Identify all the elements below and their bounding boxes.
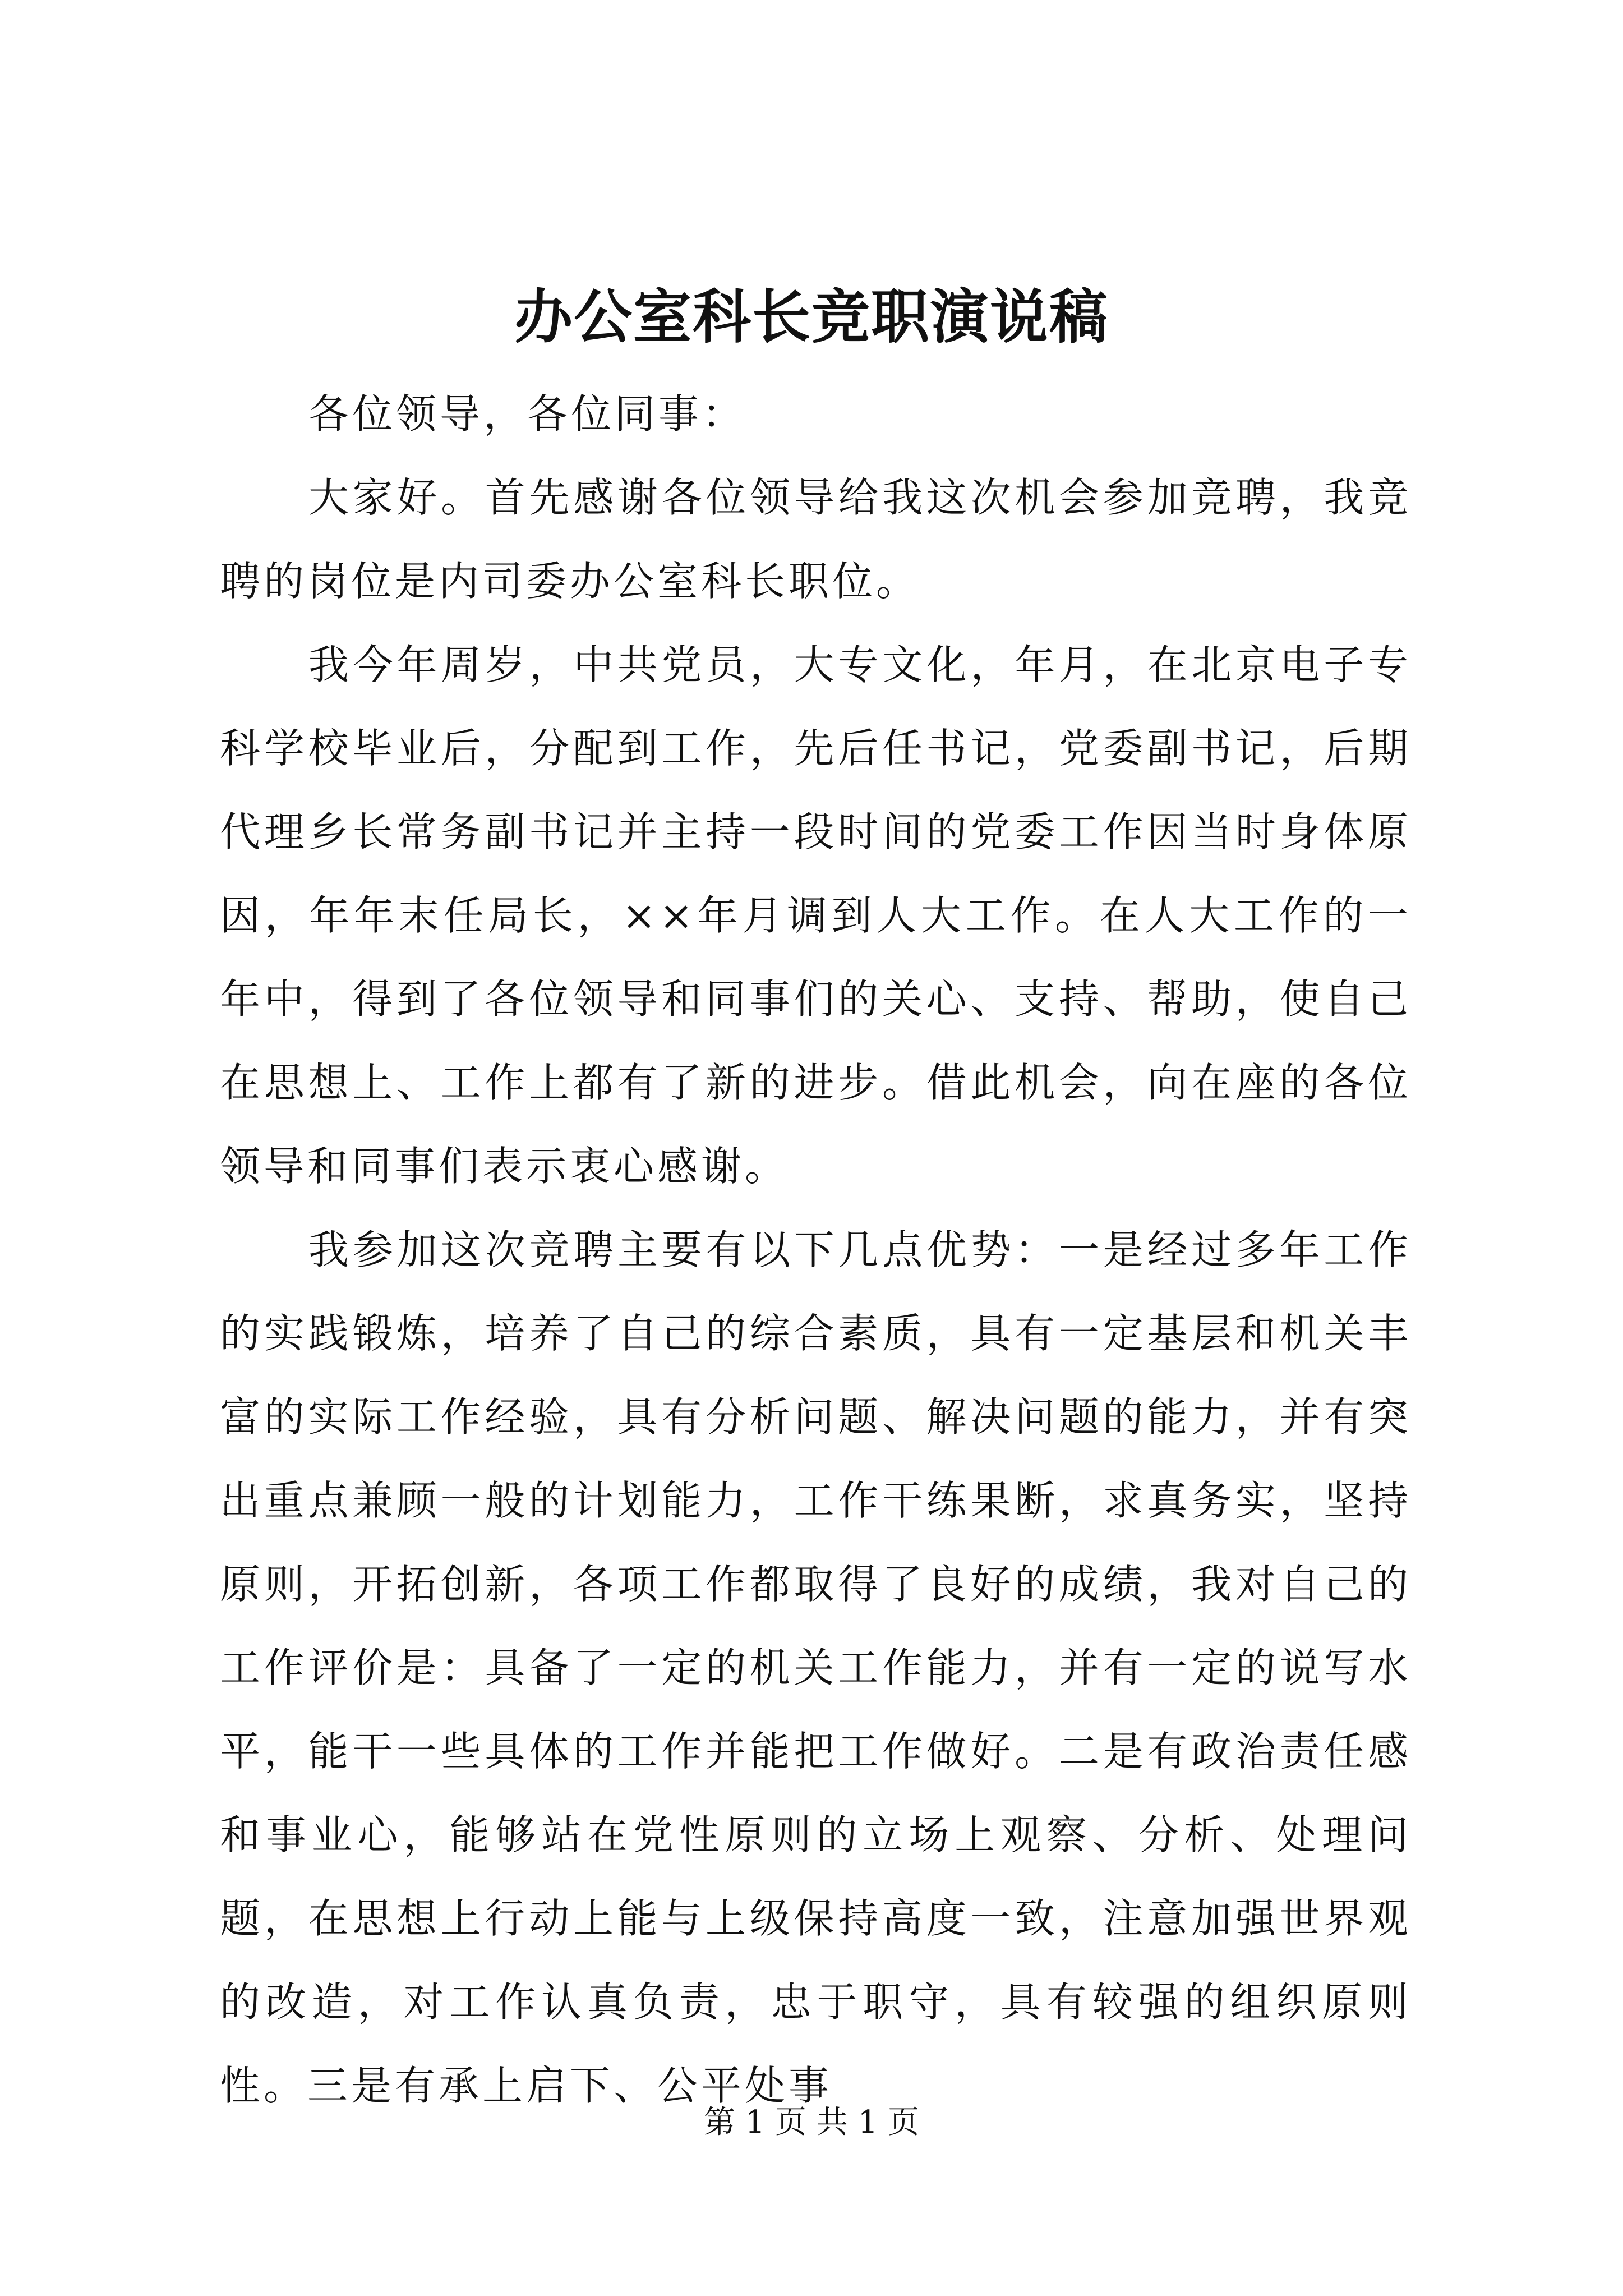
salutation: 各位领导，各位同事：: [308, 390, 746, 438]
document-title: 办公室科长竞职演说稿: [514, 282, 1109, 351]
paragraph-greeting: 大家好。首先感谢各位领导给我这次机会参加竞聘，我竞聘的岗位是内司委办公室科长职位。: [220, 474, 1412, 605]
page-footer: 第 1 页 共 1 页: [703, 2104, 920, 2141]
document-body: [220, 372, 1412, 2128]
paragraph-strengths: 我参加这次竞聘主要有以下几点优势：一是经过多年工作的实践锻炼，培养了自己的综合素质，具有一定基层和机关丰富的实际工作经验，具有分析问题、解决问题的能力，并有突出重点兼顾一般的计划能力，工作干练果断，求真务实，坚持原则，开拓创新，各项工作都取得了良好的成绩，我对自己的工作评价是：具备了一定的机关工作能力，并有一定的说写水平，能干一些具体的工作并能把工作做好。二是有政治责任感和事业心，能够站在党性原则的立场上观察、分析、处理问题，在思想上行动上能与上级保持高度一致，注意加强世界观的改造，对工作认真负责，忠于职守，具有较强的组织原则性。三是有承上启下、公平处事: [220, 1226, 1412, 2109]
paragraph-background: 我今年周岁，中共党员，大专文化，年月，在北京电子专科学校毕业后，分配到工作，先后任书记，党委副书记，后期代理乡长常务副书记并主持一段时间的党委工作因当时身体原因，年年末任局长，××年月调到人大工作。在人大工作的一年中，得到了各位领导和同事们的关心、支持、帮助，使自己在思想上、工作上都有了新的进步。借此机会，向在座的各位领导和同事们表示衷心感谢。: [220, 641, 1412, 1190]
